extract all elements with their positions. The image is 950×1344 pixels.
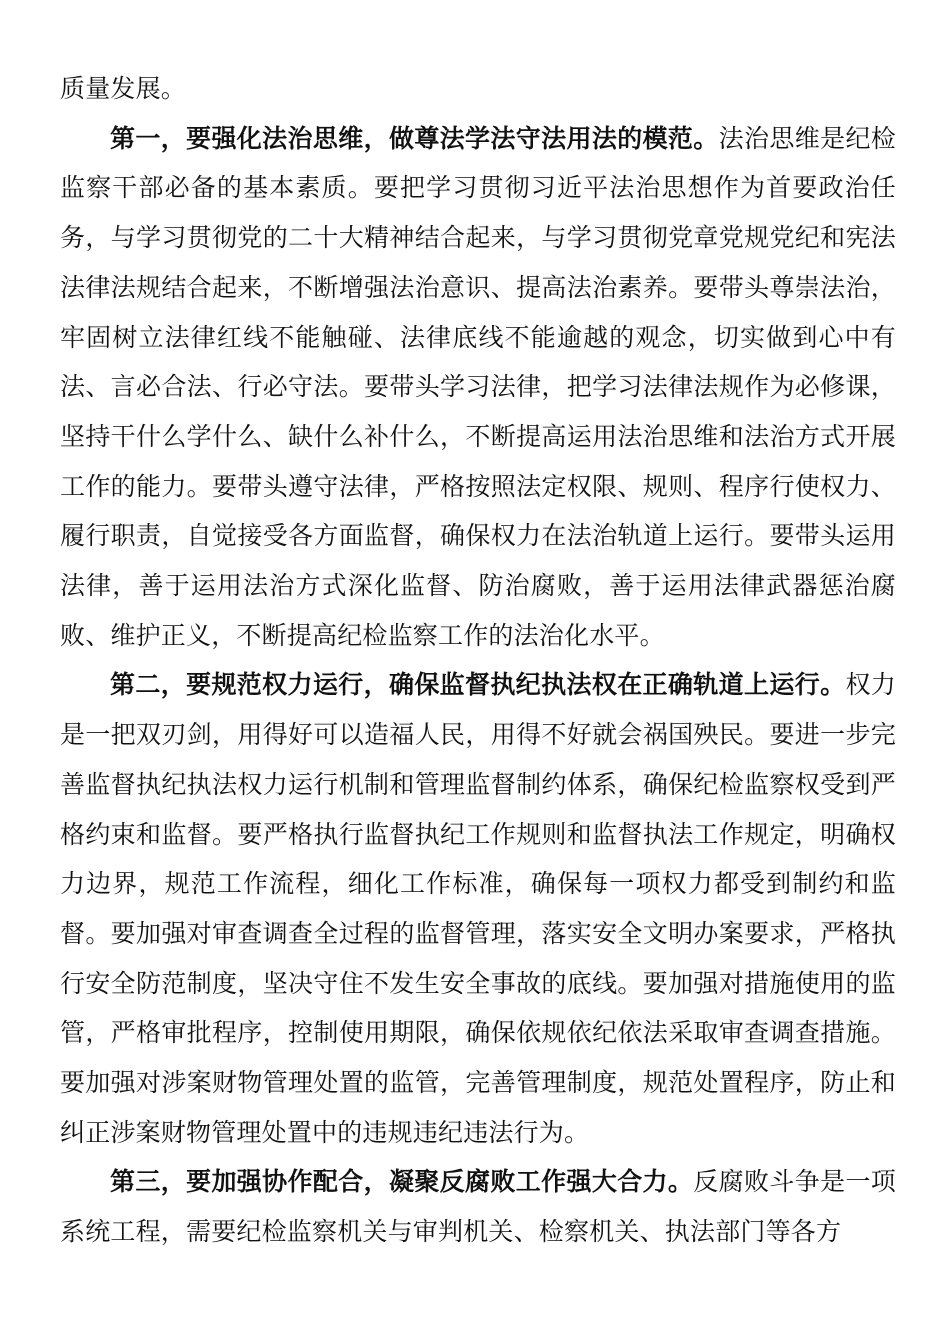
document-page <box>60 64 896 1257</box>
paragraph-text: 质量发展。 <box>60 74 187 103</box>
paragraph-text: 法治思维是纪检监察干部必备的基本素质。要把学习贯彻习近平法治思想作为首要政治任务，与学习贯彻党的二十大精神结合起来，与学习贯彻党章党规党纪和宪法法律法规结合起来，不断增强法治意识、提高法治素养。要带头尊崇法治，牢固树立法律红线不能触碰、法律底线不能逾越的观念，切实做到心中有法、言必合法、行必守法。要带头学习法律，把学习法律法规作为必修课，坚持干什么学什么、缺什么补什么，不断提高运用法治思维和法治方式开展工作的能力。要带头遵守法律，严格按照法定权限、规则、程序行使权力、履行职责，自觉接受各方面监督，确保权力在法治轨道上运行。要带头运用法律，善于运用法治方式深化监督、防治腐败，善于运用法律武器惩治腐败、维护正义，不断提高纪检监察工作的法治化水平。 <box>60 123 896 650</box>
paragraph-second-point <box>60 660 896 1157</box>
paragraph-first-point <box>60 114 896 661</box>
paragraph-heading: 第一，要强化法治思维，做尊法学法守法用法的模范。 <box>110 123 719 153</box>
paragraph-text: 权力是一把双刃剑，用得好可以造福人民，用得不好就会祸国殃民。要进一步完善监督执纪执法权力运行机制和管理监督制约体系，确保纪检监察权受到严格约束和监督。要严格执行监督执纪工作规则和监督执法工作规定，明确权力边界，规范工作流程，细化工作标准，确保每一项权力都受到制约和监督。要加强对审查调查全过程的监督管理，落实安全文明办案要求，严格执行安全防范制度，坚决守住不发生安全事故的底线。要加强对措施使用的监管，严格审批程序，控制使用期限，确保依规依纪依法采取审查调查措施。要加强对涉案财物管理处置的监管，完善管理制度，规范处置程序，防止和纠正涉案财物管理处置中的违规违纪违法行为。 <box>60 670 896 1147</box>
paragraph-text: 反腐败斗争是一项系统工程，需要纪检监察机关与审判机关、检察机关、执法部门等各方 <box>60 1167 896 1247</box>
paragraph-continuation <box>60 64 896 114</box>
paragraph-heading: 第二，要规范权力运行，确保监督执纪执法权在正确轨道上运行。 <box>110 670 846 700</box>
paragraph-heading: 第三，要加强协作配合，凝聚反腐败工作强大合力。 <box>110 1167 694 1197</box>
paragraph-third-point <box>60 1157 896 1256</box>
